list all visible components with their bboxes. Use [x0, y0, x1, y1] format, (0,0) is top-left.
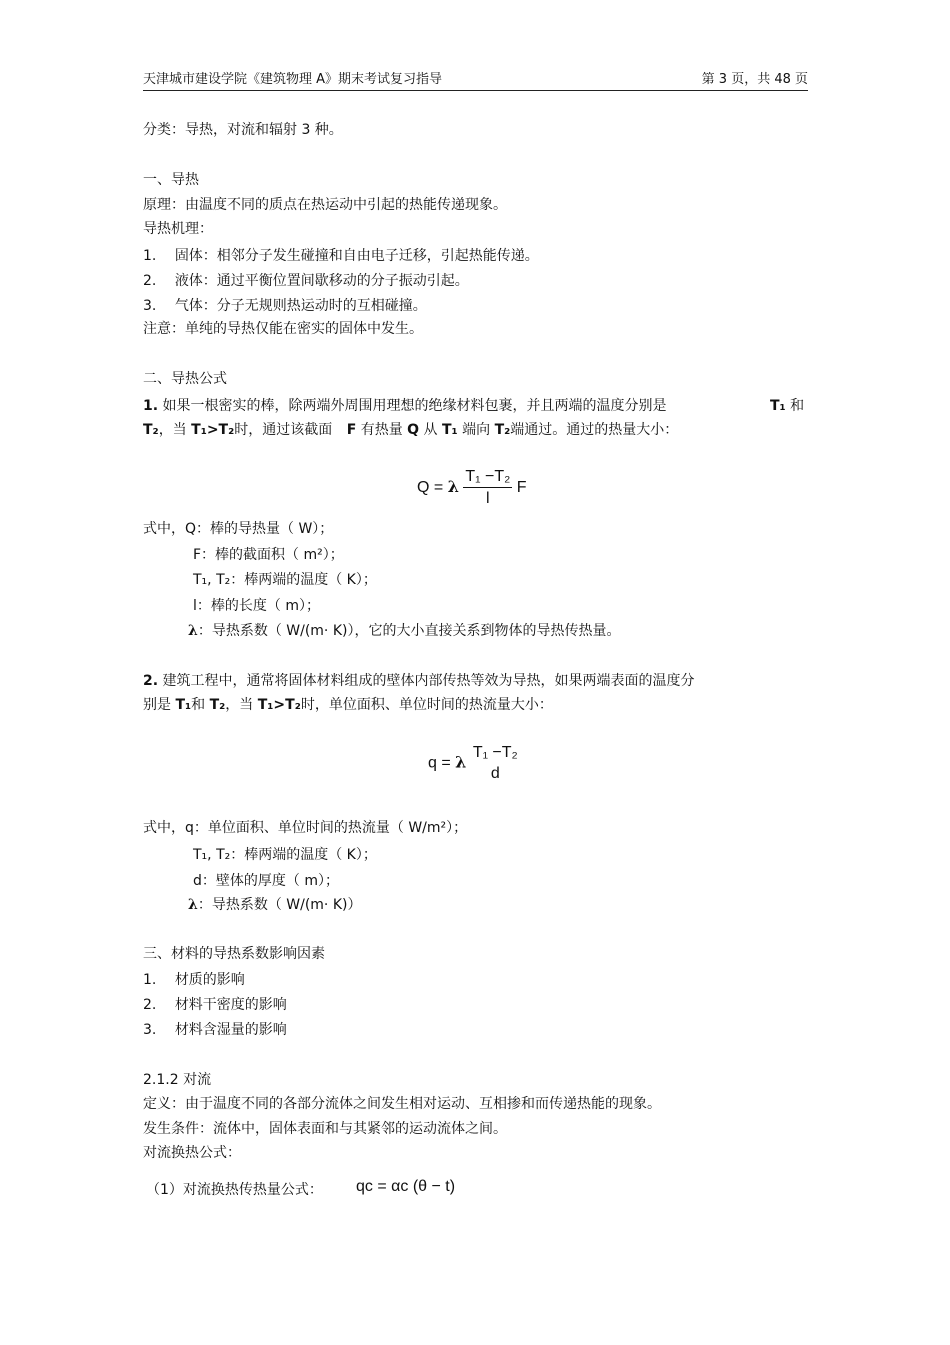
item-number: 1.	[143, 972, 157, 988]
paragraph-text: 如果一根密实的棒，除两端外周围用理想的绝缘材料包裹，并且两端的温度分别是	[162, 398, 667, 414]
formula-lhs: q =	[428, 754, 451, 772]
definition-text: ：导热系数（ W/(m· K)）	[197, 897, 362, 913]
symbol-q: Q	[407, 422, 420, 438]
item-number: 1.	[143, 248, 157, 264]
factor-item	[143, 1020, 287, 1040]
symbol-t1: T₁	[441, 422, 458, 438]
symbol-f: F	[346, 422, 357, 438]
section-3-title: 三、材料的导热系数影响因素	[143, 946, 325, 962]
symbol-t1: T₁	[175, 697, 192, 713]
formula-heat-quantity	[417, 468, 527, 508]
mechanism-item	[143, 271, 469, 291]
paragraph-number: 2.	[143, 673, 159, 689]
factor-item	[143, 970, 245, 990]
definition-line: 式中，q：单位面积、单位时间的热流量（ W/m²）；	[143, 820, 468, 836]
paragraph-2-line-2	[143, 695, 553, 715]
paragraph-text: 时，通过该截面	[234, 422, 333, 438]
formula-lhs: Q =	[417, 479, 444, 497]
paragraph-text: ，当	[225, 697, 254, 713]
note-line: 注意：单纯的导热仅能在密实的固体中发生。	[143, 321, 423, 337]
paragraph-text: 端通过。通过的热量大小：	[510, 422, 679, 438]
definition-line: 式中，Q：棒的导热量（ W）；	[143, 521, 334, 537]
symbol-condition: T₁>T₂	[257, 697, 301, 713]
item-number: 2.	[143, 997, 157, 1013]
paragraph-text: 端向	[462, 422, 491, 438]
symbol-t2: T₂	[143, 422, 159, 438]
symbol-t1-and	[770, 396, 804, 416]
paragraph-number: 1.	[143, 398, 159, 414]
header-page-number: 第 3 页，共 48 页	[701, 72, 808, 87]
lambda-symbol: λ	[455, 752, 467, 772]
intro-line: 分类：导热，对流和辐射 3 种。	[143, 122, 343, 138]
item-text: 液体：通过平衡位置间歇移动的分子振动引起。	[174, 273, 469, 289]
section-1-title: 一、导热	[143, 172, 199, 188]
definition-line	[188, 895, 361, 915]
paragraph-2-line-1	[143, 671, 695, 691]
definition-line	[188, 621, 620, 641]
paragraph-text: 和	[191, 697, 206, 713]
paragraph-text: 和	[790, 398, 805, 414]
item-number: 2.	[143, 273, 157, 289]
lambda-symbol: λ	[188, 623, 198, 639]
formula-fraction	[471, 744, 520, 783]
definition-text: l：棒的长度（ m）；	[193, 598, 320, 614]
lambda-symbol: λ	[188, 897, 198, 913]
mechanism-item	[143, 246, 539, 266]
convection-formula-title: 对流换热公式：	[143, 1145, 241, 1161]
convection-condition: 发生条件：流体中，固体表面和与其紧邻的运动流体之间。	[143, 1121, 507, 1137]
symbol-t2: T₂	[494, 422, 511, 438]
item-text: 固体：相邻分子发生碰撞和自由电子迁移，引起热能传递。	[174, 248, 539, 264]
item-text: 材料含湿量的影响	[174, 1022, 287, 1038]
symbol-t2: T₂	[209, 697, 226, 713]
definition-line: T₁, T₂：棒两端的温度（ K）；	[193, 572, 377, 588]
paragraph-text: 建筑工程中，通常将固体材料组成的壁体内部传热等效为导热，如果两端表面的温度分	[162, 673, 695, 689]
paragraph-text: 时，单位面积、单位时间的热流量大小：	[300, 697, 553, 713]
item-number: 3.	[143, 298, 157, 314]
symbol-condition: T₁>T₂	[191, 422, 235, 438]
fraction-numerator: T₁ −T₂	[463, 468, 512, 488]
formula-heat-flux	[428, 744, 520, 783]
paragraph-text: ，当	[158, 422, 187, 438]
convection-title: 2.1.2 对流	[143, 1072, 212, 1088]
paragraph-1-line-1	[143, 396, 667, 416]
fraction-denominator: d	[490, 765, 500, 782]
paragraph-text: 别是	[143, 697, 171, 713]
mechanism-title: 导热机理：	[143, 221, 213, 237]
item-text: 气体：分子无规则热运动时的互相碰撞。	[174, 298, 427, 314]
symbol-t1: T₁	[770, 398, 786, 414]
fraction-denominator: l	[486, 490, 490, 507]
section-2-title: 二、导热公式	[143, 371, 227, 387]
item-text: 材料干密度的影响	[174, 997, 287, 1013]
fraction-numerator: T₁ −T₂	[472, 744, 518, 761]
formula-factor: F	[516, 479, 527, 497]
definition-line: F：棒的截面积（ m²）；	[193, 547, 344, 563]
header-title: 天津城市建设学院《建筑物理 A》期末考试复习指导	[143, 72, 443, 87]
page-header	[143, 66, 808, 91]
factor-item	[143, 995, 287, 1015]
paragraph-text: 从	[423, 422, 438, 438]
convection-definition: 定义：由于温度不同的各部分流体之间发生相对运动、互相掺和而传递热能的现象。	[143, 1096, 661, 1112]
paragraph-text: 有热量	[360, 422, 403, 438]
mechanism-item	[143, 296, 427, 316]
definition-text: ：导热系数（ W/(m· K)），它的大小直接关系到物体的导热传热量。	[197, 623, 621, 639]
lambda-symbol: λ	[447, 477, 459, 497]
item-text: 材质的影响	[174, 972, 245, 988]
paragraph-1-line-2	[143, 420, 678, 440]
definition-line: T₁, T₂：棒两端的温度（ K）；	[193, 847, 377, 863]
item-number: 3.	[143, 1022, 157, 1038]
formula-fraction	[463, 468, 512, 508]
convection-formula-label: （1）对流换热传热量公式：	[146, 1182, 323, 1198]
definition-line	[193, 596, 320, 616]
formula-convection: qc = αc (θ − t)	[356, 1178, 456, 1195]
definition-line: d：壁体的厚度（ m）；	[193, 873, 339, 889]
principle-line: 原理：由温度不同的质点在热运动中引起的热能传递现象。	[143, 197, 507, 213]
